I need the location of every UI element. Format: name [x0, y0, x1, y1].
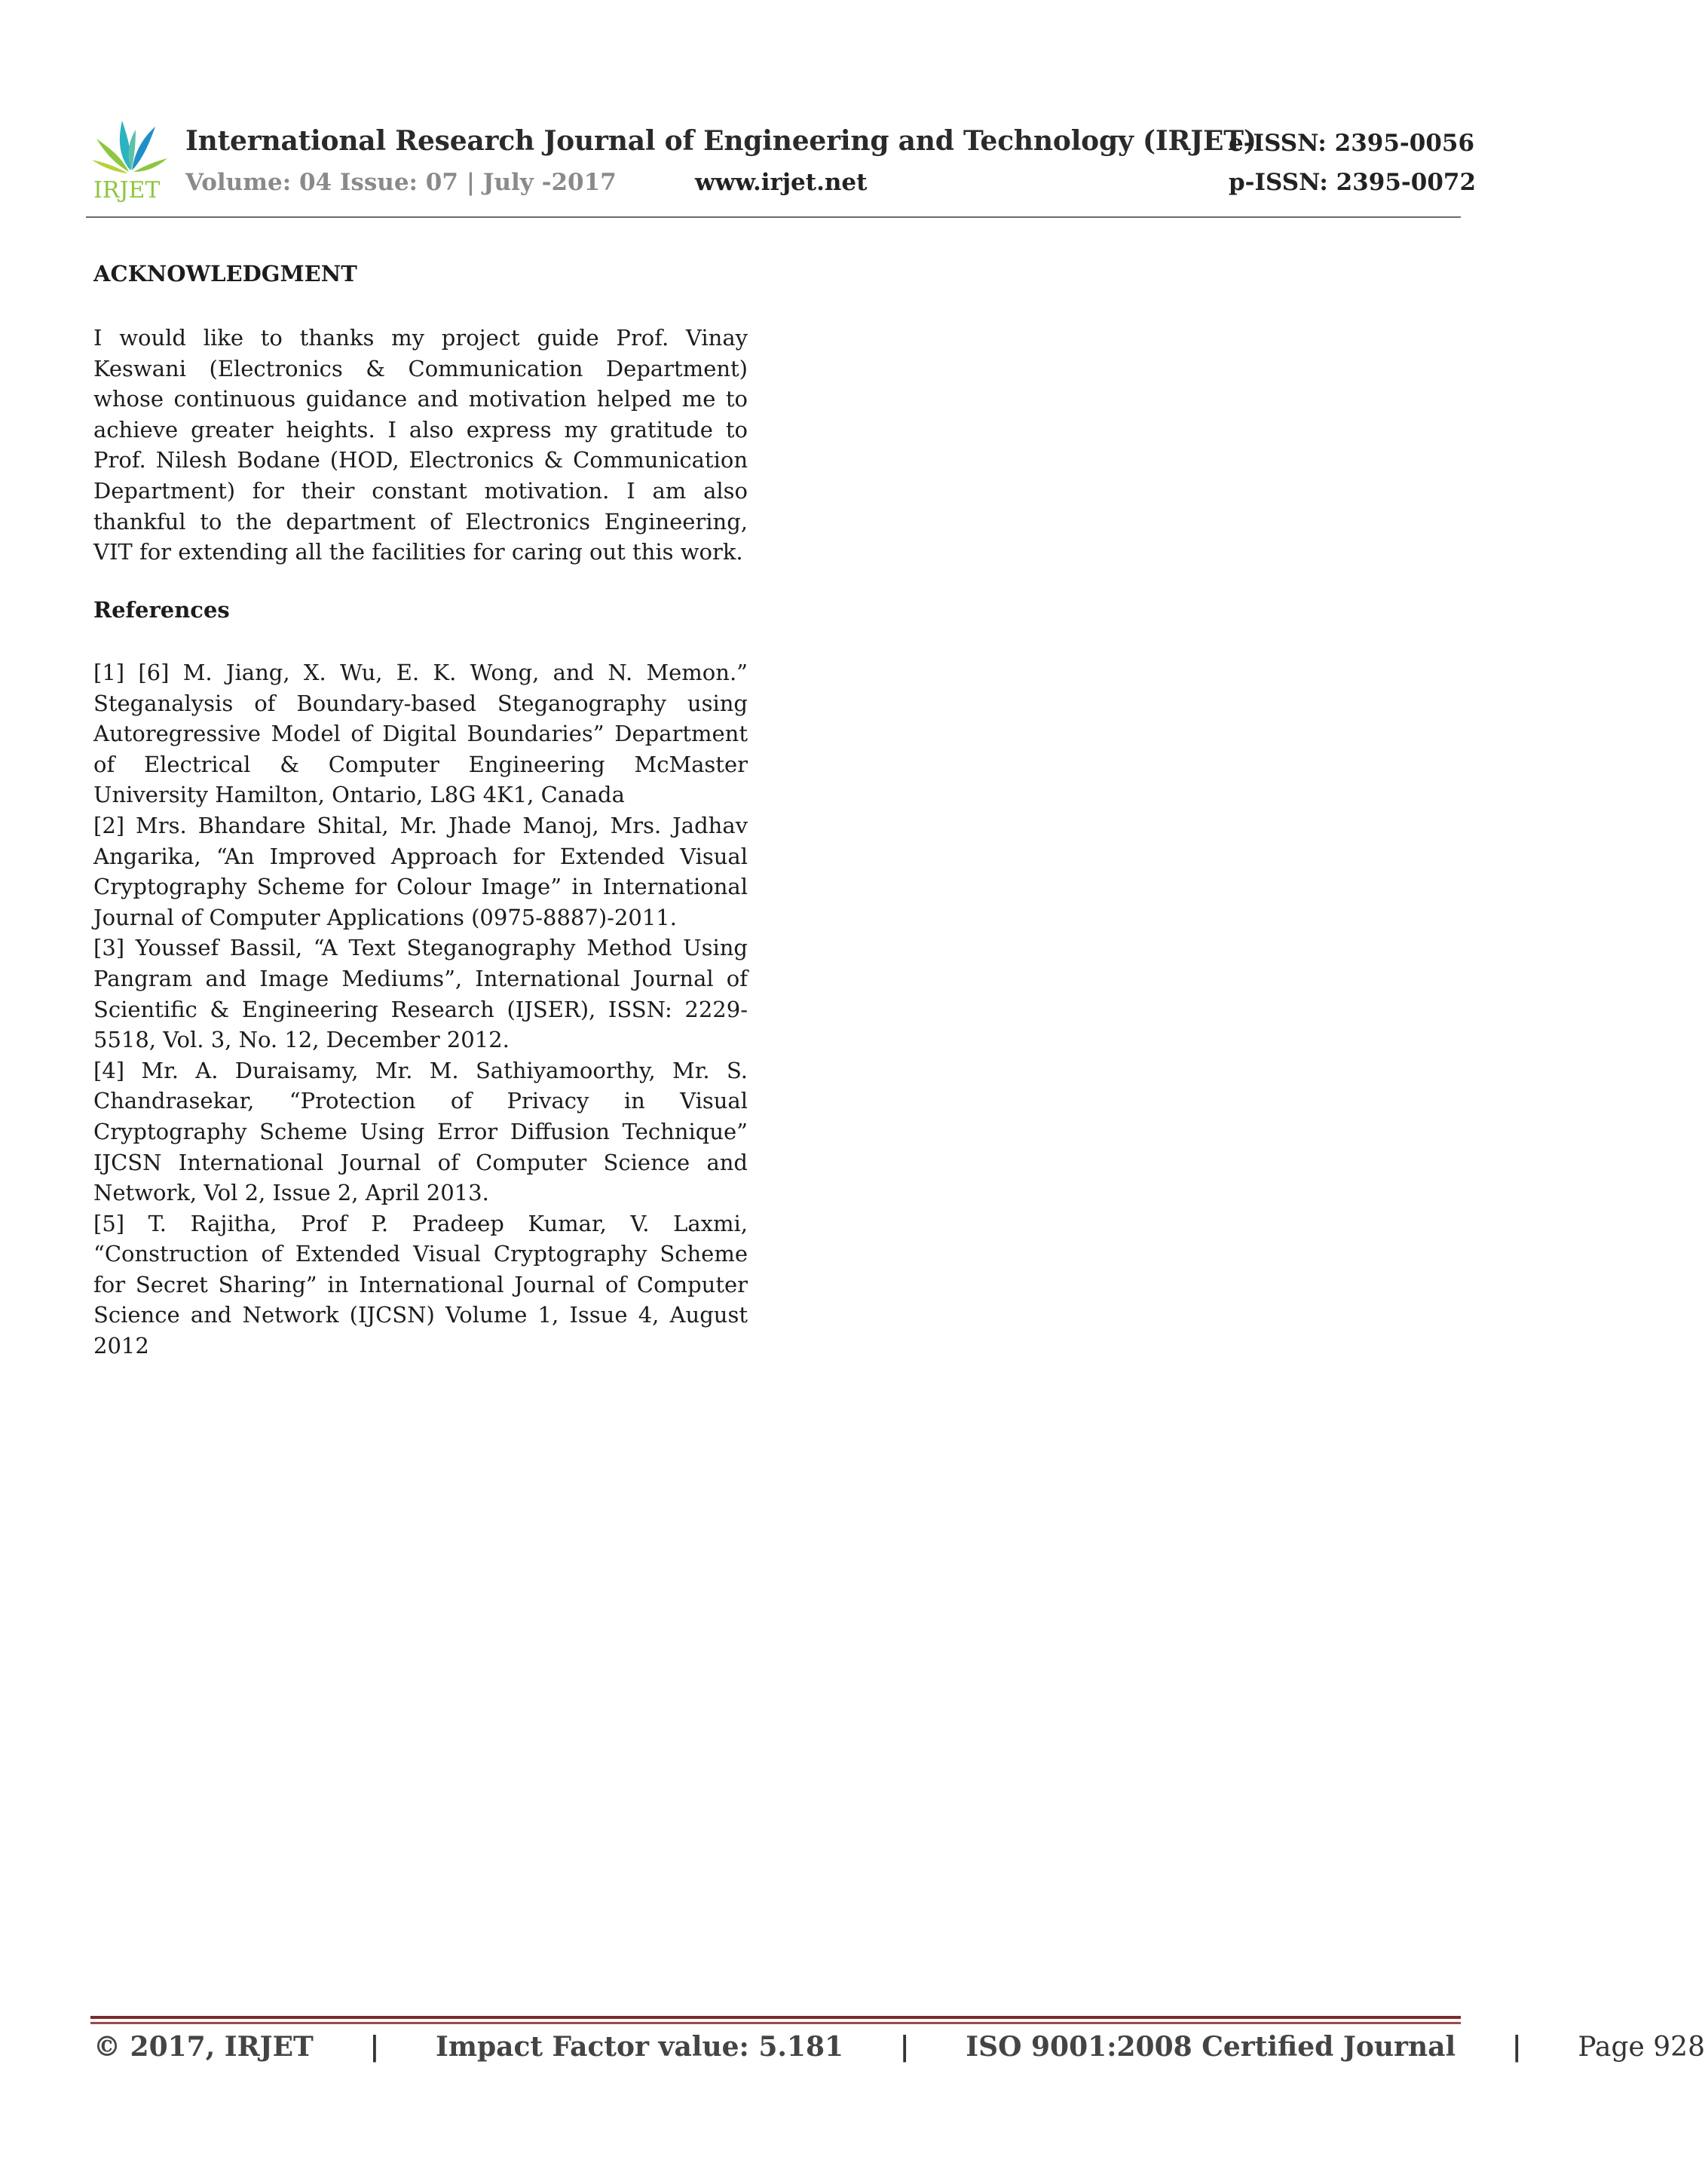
journal-website-link[interactable]: www.irjet.net	[695, 169, 868, 196]
footer-separator: |	[1511, 2031, 1522, 2063]
footer-copyright: © 2017, IRJET	[93, 2031, 314, 2063]
header-divider	[86, 216, 1461, 218]
footer-separator: |	[369, 2031, 380, 2063]
footer-divider	[90, 2016, 1461, 2019]
irjet-logo-icon	[89, 112, 172, 204]
p-issn: p-ISSN: 2395-0072	[1229, 169, 1477, 196]
irjet-logo	[89, 112, 172, 204]
footer-impact-factor: Impact Factor value: 5.181	[436, 2031, 844, 2063]
references-heading: References	[93, 597, 230, 623]
reference-item: [2] Mrs. Bhandare Shital, Mr. Jhade Manoj, Mrs. Jadhav Angarika, “An Improved Approach for Extended Visual Cryptography Scheme for Colour Image” in International Journal of Computer Applications (0975-8887)-2011.	[93, 812, 748, 930]
volume-issue: Volume: 04 Issue: 07 | July -2017	[185, 169, 617, 196]
footer-divider-secondary	[90, 2022, 1461, 2024]
page-number: Page 928	[1578, 2032, 1705, 2063]
reference-item: [5] T. Rajitha, Prof P. Pradeep Kumar, V. Laxmi, “Construction of Extended Visual Cryptography Scheme for Secret Sharing” in International Journal of Computer Science and Network (IJCSN) Volume 1, Issue 4, August 2012	[93, 1210, 748, 1359]
footer	[93, 2031, 1705, 2063]
acknowledgment-text: I would like to thanks my project guide Prof. Vinay Keswani (Electronics & Communication Department) whose continuous guidance and motivation helped me to achieve greater heights. I also express my gratitude to Prof. Nilesh Bodane (HOD, Electronics & Communication Department) for their constant motivation. I am also thankful to the department of Electronics Engineering, VIT for extending all the facilities for caring out this work.	[93, 325, 748, 565]
reference-item: [1] [6] M. Jiang, X. Wu, E. K. Wong, and N. Memon.” Steganalysis of Boundary-based Steganography using Autoregressive Model of Digital Boundaries” Department of Electrical & Computer Engineering McMaster University Hamilton, Ontario, L8G 4K1, Canada	[93, 660, 748, 808]
reference-list	[93, 657, 748, 1362]
acknowledgment-heading: ACKNOWLEDGMENT	[93, 261, 357, 286]
footer-iso-certification: ISO 9001:2008 Certified Journal	[966, 2031, 1456, 2063]
reference-item: [4] Mr. A. Duraisamy, Mr. M. Sathiyamoorthy, Mr. S. Chandrasekar, “Protection of Privacy in Visual Cryptography Scheme Using Error Diffusion Technique” IJCSN International Journal of Computer Science and Network, Vol 2, Issue 2, April 2013.	[93, 1057, 748, 1206]
reference-item: [3] Youssef Bassil, “A Text Steganography Method Using Pangram and Image Mediums”, International Journal of Scientific & Engineering Research (IJSER), ISSN: 2229-5518, Vol. 3, No. 12, December 2012.	[93, 935, 748, 1053]
journal-title: International Research Journal of Engineering and Technology (IRJET)	[185, 125, 1257, 157]
footer-separator: |	[899, 2031, 910, 2063]
e-issn: e-ISSN: 2395-0056	[1229, 130, 1475, 157]
logo-text: IRJET	[93, 177, 161, 204]
